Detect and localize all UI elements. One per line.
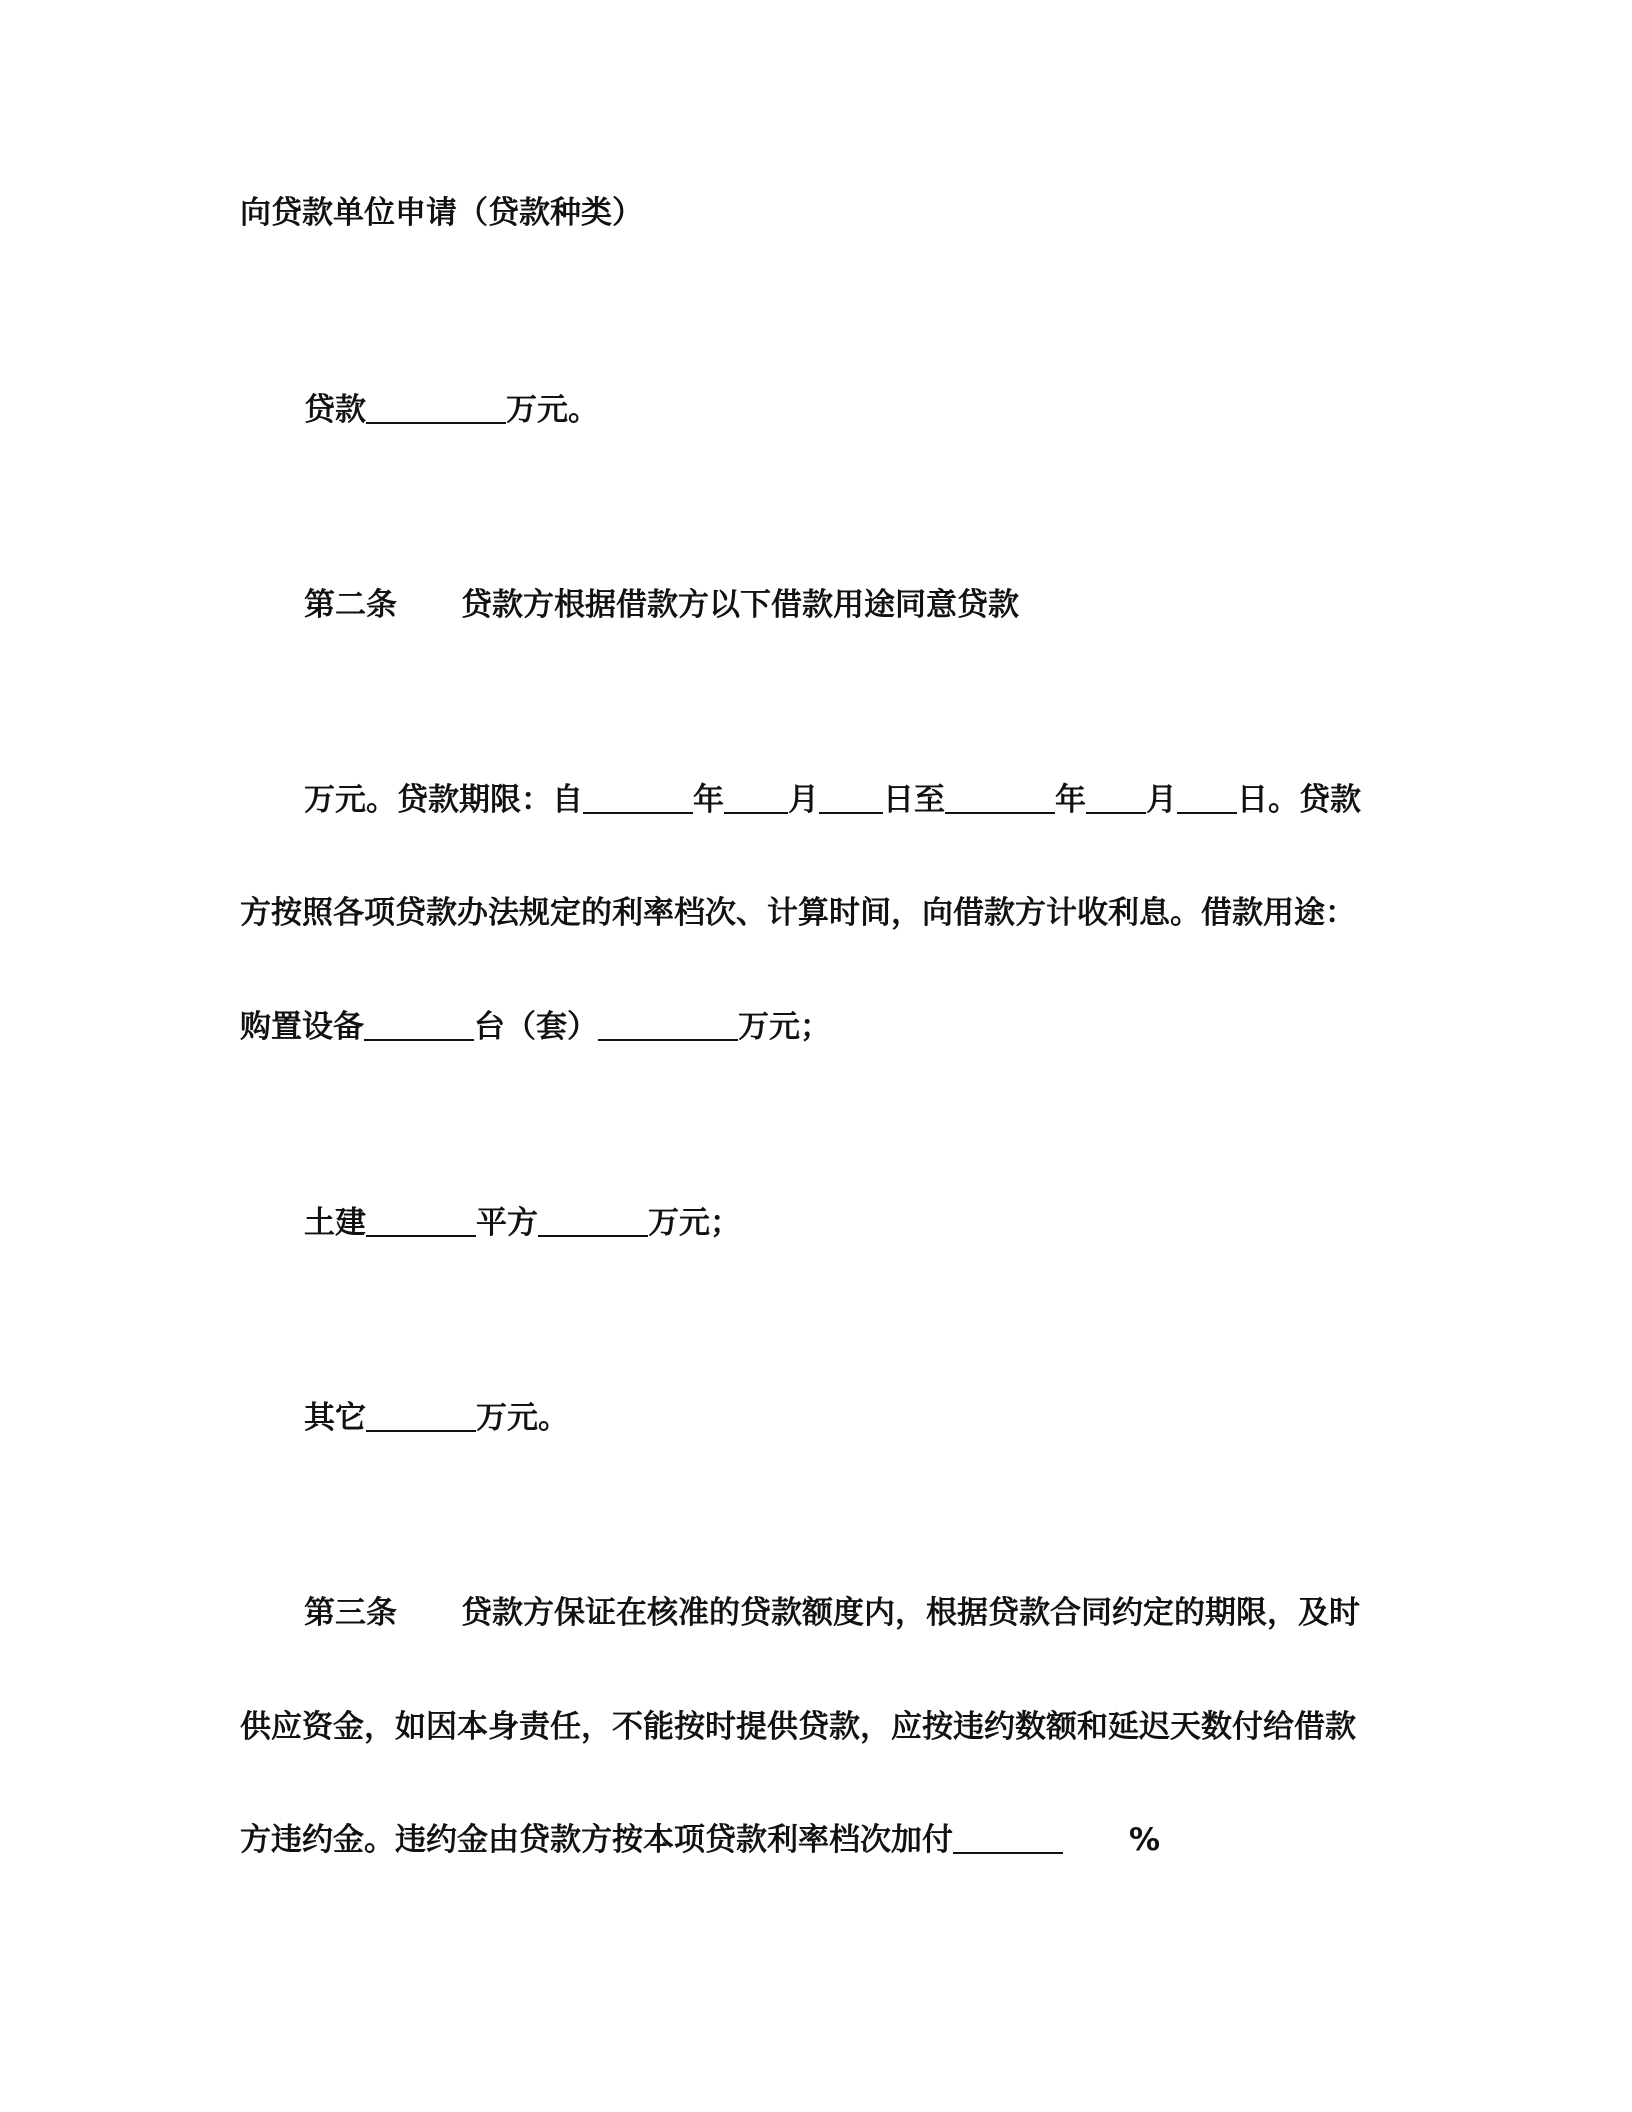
equipment-amount-blank[interactable]: [598, 1007, 738, 1041]
other-amount-blank[interactable]: [366, 1398, 476, 1432]
equipment-line: 购置设备 台（套） 万元；: [240, 1009, 831, 1045]
loan-term-line: 万元。贷款期限：自 年 月 日至 年 月 日。贷款: [304, 782, 1361, 818]
loan-amount-blank[interactable]: [366, 390, 506, 424]
end-year-blank[interactable]: [945, 780, 1055, 814]
article-2-heading: 第二条 贷款方根据借款方以下借款用途同意贷款: [304, 587, 1019, 623]
penalty-line: 方违约金。违约金由贷款方按本项贷款利率档次加付 %: [240, 1822, 1161, 1858]
penalty-percent-blank[interactable]: [953, 1820, 1063, 1854]
end-month-blank[interactable]: [1086, 780, 1146, 814]
construction-area-blank[interactable]: [366, 1203, 476, 1237]
other-line: 其它 万元。: [304, 1400, 569, 1436]
start-year-blank[interactable]: [583, 780, 693, 814]
supply-funds-line: 供应资金，如因本身责任，不能按时提供贷款，应按违约数额和延迟天数付给借款: [240, 1709, 1356, 1745]
construction-line: 土建 平方 万元；: [304, 1205, 741, 1241]
equipment-count-blank[interactable]: [364, 1007, 474, 1041]
start-month-blank[interactable]: [724, 780, 788, 814]
construction-amount-blank[interactable]: [538, 1203, 648, 1237]
contract-line-loan-type: 向贷款单位申请（贷款种类）: [240, 195, 643, 231]
loan-amount-line: 贷款 万元。: [304, 392, 599, 428]
interest-line: 方按照各项贷款办法规定的利率档次、计算时间，向借款方计收利息。借款用途：: [240, 895, 1356, 931]
article-3-heading: 第三条 贷款方保证在核准的贷款额度内，根据贷款合同约定的期限，及时: [304, 1595, 1360, 1631]
end-day-blank[interactable]: [1177, 780, 1237, 814]
start-day-blank[interactable]: [819, 780, 883, 814]
